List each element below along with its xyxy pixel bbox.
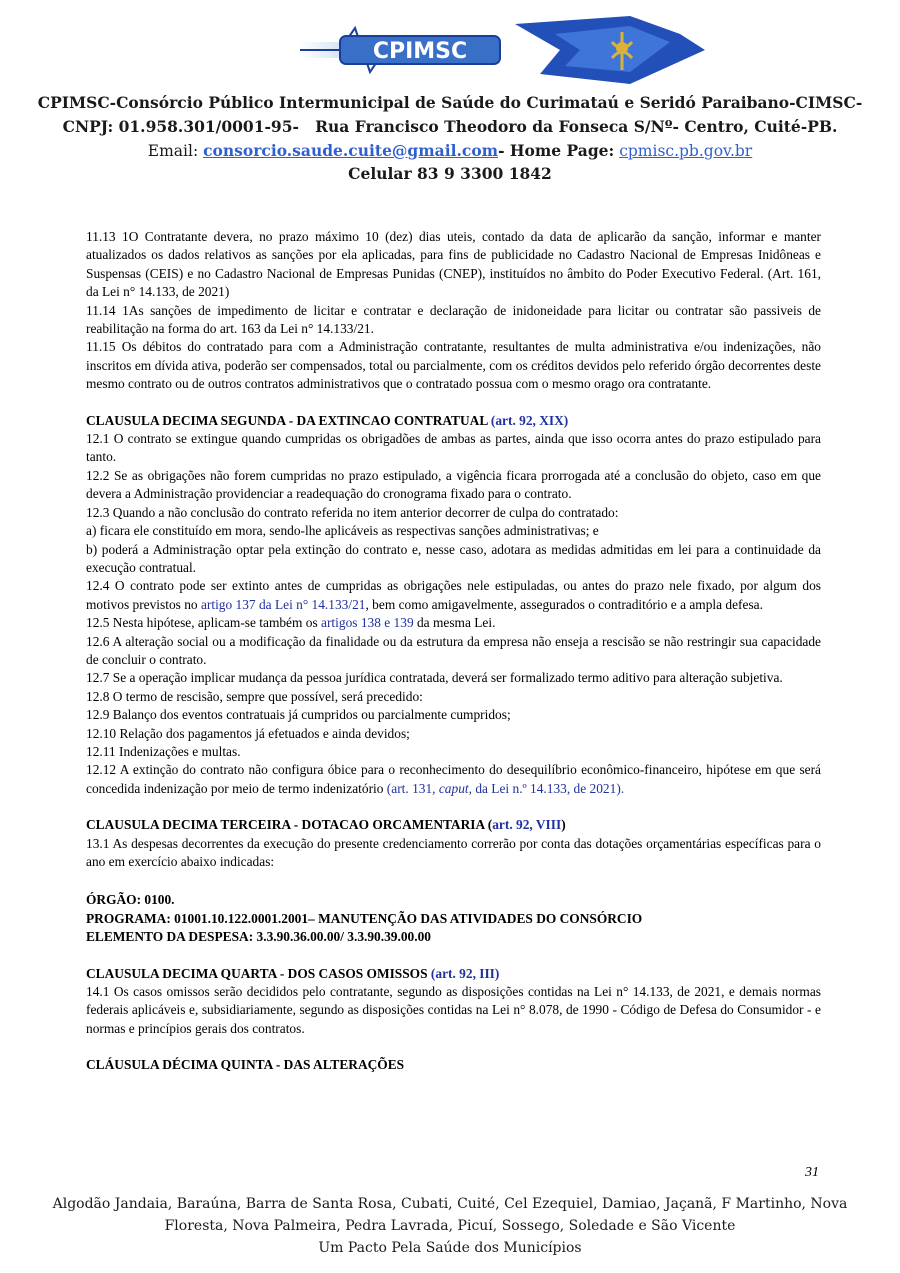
email-link[interactable]: consorcio.saude.cuite@gmail.com — [203, 141, 499, 160]
email-label: Email: — [147, 142, 199, 160]
paragraph-11-15: 11.15 Os débitos do contratado para com a Administração contratante, resultantes de multa administrativa e/ou indenizações, não inscritos em dívida ativa, poderão ser compensados, total ou parcialmente, com os créditos devidos pelo referido órgão decorrentes deste mesmo contrato ou de outros contratos administrativos que o contratado possua com o mesmo orago ora contratante. — [86, 339, 821, 392]
header-cnpj: CNPJ: 01.958.301/0001-95- — [62, 117, 299, 136]
header-contact — [0, 141, 900, 160]
paragraph-12-10: 12.10 Relação dos pagamentos já efetuados e ainda devidos; — [86, 725, 410, 741]
header-address: Rua Francisco Theodoro da Fonseca S/Nº- Centro, Cuité-PB. — [315, 117, 838, 136]
document-body — [86, 228, 821, 1075]
paragraph-12-7: 12.7 Se a operação implicar mudança da pessoa jurídica contratada, deverá ser formalizado termo aditivo para alteração subjetiva. — [86, 670, 783, 686]
paragraph-12-4 — [86, 577, 821, 614]
paragraph-12-9: 12.9 Balanço dos eventos contratuais já cumpridos ou parcialmente cumpridos; — [86, 707, 511, 723]
paragraph-12-11: 12.11 Indenizações e multas. — [86, 743, 241, 759]
paragraph-12-5 — [86, 614, 821, 632]
clause-12-reference: (art. 92, XIX) — [490, 412, 569, 428]
p12-12-law-reference: (art. 131, caput, da Lei n.º 14.133, de 2021). — [386, 780, 625, 796]
p12-5-text-a: 12.5 Nesta hipótese, aplicam-se também os — [86, 615, 322, 631]
budget-elemento: ELEMENTO DA DESPESA: 3.3.90.36.00.00/ 3.3.90.39.00.00 — [86, 929, 431, 945]
clause-12-title: CLAUSULA DECIMA SEGUNDA - DA EXTINCAO CONTRATUAL — [86, 412, 488, 428]
paragraph-14-1: 14.1 Os casos omissos serão decididos pelo contratante, segundo as disposições contidas na Lei n° 14.133, de 2021, e demais normas federais aplicáveis e, subsidiariamente, segundo as disposições contidas na Lei n° 8.078, de 1990 - Código de Defesa do Consumidor - e normas e princípios gerais dos contratos. — [86, 984, 821, 1036]
p12-5-text-b: da mesma Lei. — [413, 615, 496, 631]
cpimsc-logo — [300, 14, 705, 86]
p12-4-text-a: 12.4 O contrato pode ser extinto antes de cumpridas as obrigações nele estipuladas, ou antes do prazo nele fixado, por algum dos motivos previstos no — [86, 578, 821, 612]
letterhead — [0, 0, 900, 190]
paragraph-12-2: 12.2 Se as obrigações não forem cumpridas no prazo estipulado, a vigência ficara prorrogada até a conclusão do objeto, caso em que devera a Administração providenciar a readequação do cronograma fixado para o contrato. — [86, 467, 821, 502]
header-organization: CPIMSC-Consórcio Público Intermunicipal de Saúde do Curimataú e Seridó Paraibano-CIMSC- — [37, 93, 863, 112]
paragraph-12-3-a: a) ficara ele constituído em mora, sendo-lhe aplicáveis as respectivas sanções administrativas; e — [86, 523, 599, 539]
budget-programa: PROGRAMA: 01001.10.122.0001.2001– MANUTENÇÃO DAS ATIVIDADES DO CONSÓRCIO — [86, 910, 643, 926]
home-page-link[interactable]: cpmisc.pb.gov.br — [619, 142, 753, 160]
clause-13-title: CLAUSULA DECIMA TERCEIRA - DOTACAO ORCAMENTARIA ( — [86, 817, 493, 833]
footer-municipalities-2: Floresta, Nova Palmeira, Pedra Lavrada, Picuí, Sossego, Soledade e São Vicente — [164, 1218, 736, 1234]
clause-15-heading: CLÁUSULA DÉCIMA QUINTA - DAS ALTERAÇÕES — [86, 1057, 405, 1073]
paragraph-13-1: 13.1 As despesas decorrentes da execução do presente credenciamento correrão por conta das dotações orçamentárias específicas para o ano em exercício abaixo indicadas: — [86, 835, 821, 869]
p12-4-text-b: , bem como amigavelmente, assegurados o contraditório e a ampla defesa. — [365, 596, 763, 612]
p12-4-law-reference: artigo 137 da Lei n° 14.133/21 — [200, 596, 366, 612]
paragraph-12-3-b: b) poderá a Administração optar pela extinção do contrato e, nesse caso, adotara as medidas admitidas em lei para a continuidade da execução contratual. — [86, 541, 821, 575]
clause-13-reference: art. 92, VIII — [492, 817, 562, 833]
clause-12-heading — [86, 412, 821, 430]
paragraph-12-6: 12.6 A alteração social ou a modificação da finalidade ou da estrutura da empresa não enseja a rescisão se não restringir sua capacidade de concluir o contrato. — [86, 633, 821, 667]
clause-13-heading: CLAUSULA DECIMA TERCEIRA - DOTACAO ORCAMENTARIA (art. 92, VIII) — [86, 817, 566, 833]
footer-slogan: Um Pacto Pela Saúde dos Municípios — [318, 1240, 582, 1256]
paragraph-12-1: 12.1 O contrato se extingue quando cumpridas os obrigadões de ambas as partes, ainda que isso ocorra antes do prazo estipulado para tanto. — [86, 431, 821, 465]
footer — [0, 1193, 900, 1259]
paragraph-11-13: 11.13 1O Contratante devera, no prazo máximo 10 (dez) dias uteis, contado da data de aplicarão da sanção, informar e manter atualizados os dados relativos as sanções por ela aplicadas, para fins de publicidade no Cadastro Nacional de Empresas Inidôneas e Suspensas (CEIS) e no Cadastro Nacional de Empresas Punidas (CNEP), instituídos no âmbito do Poder Executivo Federal. (Art. 161, da Lei n° 14.133, de 2021) — [86, 229, 821, 300]
home-page-label: - Home Page: — [498, 141, 615, 160]
logo-text: CPIMSC — [372, 39, 468, 64]
clause-14-reference: (art. 92, III) — [430, 965, 500, 981]
header-cnpj-address — [0, 117, 900, 136]
paragraph-12-12 — [86, 761, 821, 798]
paragraph-12-8: 12.8 O termo de rescisão, sempre que possível, será precedido: — [86, 688, 423, 704]
paragraph-12-3: 12.3 Quando a não conclusão do contrato referida no item anterior decorrer de culpa do contratado: — [86, 504, 619, 520]
p12-12-text: 12.12 A extinção do contrato não configura óbice para o reconhecimento do desequilíbrio econômico-financeiro, hipótese em que será concedida indenização por meio de termo indenizatório — [86, 762, 821, 796]
header-phone: Celular 83 9 3300 1842 — [348, 164, 552, 183]
budget-orgao: ÓRGÃO: 0100. — [86, 892, 175, 908]
clause-14-title: CLAUSULA DECIMA QUARTA - DOS CASOS OMISSOS — [86, 965, 428, 981]
clause-14-heading — [86, 965, 821, 983]
footer-municipalities-1: Algodão Jandaia, Baraúna, Barra de Santa Rosa, Cubati, Cuité, Cel Ezequiel, Damiao, Jaçanã, F Martinho, Nova — [52, 1196, 848, 1212]
page-number: 31 — [805, 1165, 819, 1180]
p12-5-law-reference: artigos 138 e 139 — [321, 615, 414, 631]
paragraph-11-14: 11.14 1As sanções de impedimento de licitar e contratar e declaração de inidoneidade para licitar ou contratar são passiveis de reabilitação na forma do art. 163 da Lei n° 14.133/21. — [86, 302, 821, 337]
